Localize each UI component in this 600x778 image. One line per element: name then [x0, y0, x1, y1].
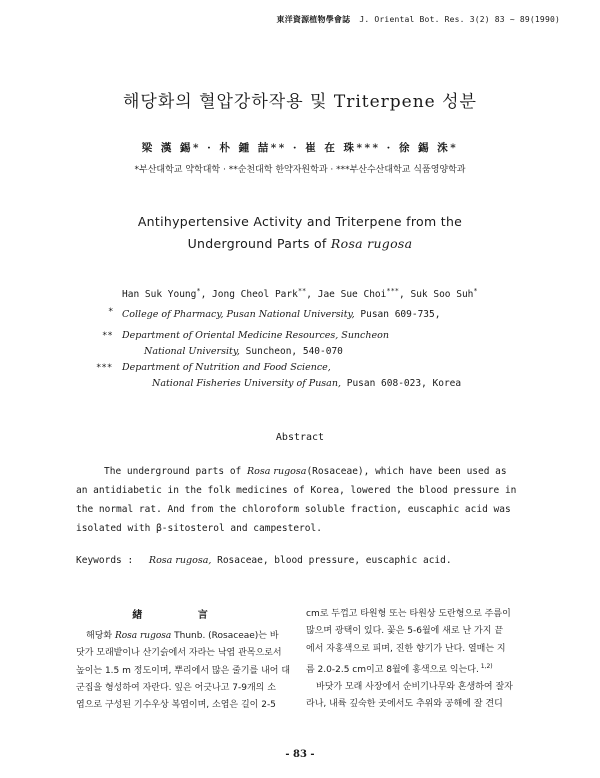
english-title	[0, 211, 600, 255]
author-3: Jae Sue Choi	[317, 289, 387, 301]
intro-right-line-4	[306, 658, 528, 679]
affiliation-1-address: Pusan 609-735,	[354, 309, 441, 320]
abstract-line-1	[76, 462, 536, 481]
intro-left-line-3: 높이는 1.5 m 정도이며, 뿌리에서 많은 줄기를 내어 대	[76, 665, 291, 676]
abstract-line-4: isolated with β-sitosterol and campesterol.	[76, 523, 322, 534]
author-4: Suk Soo Suh	[410, 289, 474, 301]
author-2-mark: **	[297, 287, 307, 295]
journal-header	[277, 14, 561, 25]
author-1: Han Suk Young	[122, 289, 197, 301]
abstract-species: Rosa rugosa	[247, 466, 307, 477]
intro-left-line-2: 닷가 모래밭이나 산기슭에서 자라는 낙엽 관목으로서	[76, 648, 282, 659]
affiliation-1-institution: College of Pharmacy, Pusan National University,	[122, 309, 355, 320]
intro-right-line-2: 많으며 광택이 있다. 꽃은 5-6월에 새로 난 가지 끝	[306, 626, 503, 637]
affiliation-2-line-2: National University,	[144, 346, 240, 357]
abstract-body	[76, 462, 536, 538]
english-title-line-2	[0, 233, 600, 255]
intro-right-line-1: cm로 두껍고 타원형 또는 타원상 도란형으로 주름이	[306, 609, 511, 619]
intro-right-line-3: 에서 자홍색으로 피며, 진한 향기가 난다. 열매는 지	[306, 643, 506, 654]
abstract-line-1-start: The underground parts of	[104, 466, 247, 477]
korean-title: 해당화의 혈압강하작용 및 Triterpene 성분	[123, 92, 477, 112]
intro-species: Rosa rugosa	[114, 631, 172, 641]
intro-left-line-4: 군집을 형성하여 자란다. 잎은 어긋나고 7-9개의 소	[76, 682, 276, 693]
affiliation-1	[108, 307, 441, 323]
affiliation-3-mark: ***	[96, 363, 113, 373]
keywords-label: Keywords :	[76, 555, 139, 566]
keywords-species: Rosa rugosa,	[148, 555, 212, 566]
intro-right-line-4-text: 름 2.0-2.5 cm이고 8월에 홍색으로 익는다.	[306, 664, 479, 675]
abstract-line-1-end: (Rosaceae), which have been used as	[306, 466, 507, 477]
affiliation-2-line-1: Department of Oriental Medicine Resources, Suncheon	[122, 330, 389, 341]
intro-citation-ref: 1,2)	[478, 662, 493, 670]
journal-name-korean: 東洋資源植物學會誌	[276, 15, 351, 24]
abstract-line-2: an antidiabetic in the folk medicines of Korea, lowered the blood pressure in	[76, 485, 517, 496]
affiliation-3-line-2: National Fisheries University of Pusan,	[152, 378, 341, 389]
affiliation-2	[102, 328, 389, 360]
author-2: Jong Cheol Park	[212, 289, 298, 301]
english-title-prefix: Underground Parts of	[187, 236, 327, 251]
korean-authors: 梁 漢 錫* · 朴 鍾 喆** · 崔 在 珠*** · 徐 錫 洙*	[141, 142, 459, 154]
english-authors: Han Suk Young*, Jong Cheol Park**, Jae Sue Choi***, Suk Soo Suh*	[122, 287, 478, 301]
intro-right-line-5: 바닷가 모래 사장에서 순비기나무와 혼생하여 잘자	[316, 682, 513, 693]
keywords	[76, 555, 452, 566]
affiliation-2-mark: **	[102, 331, 113, 341]
intro-left-line-5: 엽으로 구성된 기수우상 복엽이며, 소엽은 길이 2-5	[76, 700, 276, 711]
affiliation-3-line-1: Department of Nutrition and Food Science,	[122, 362, 331, 373]
introduction-left-column	[76, 628, 290, 714]
journal-citation: J. Oriental Bot. Res. 3(2) 83 ~ 89(1990)	[359, 15, 560, 24]
intro-left-line-1-end: Thunb. (Rosaceae)는 바	[171, 631, 279, 641]
english-title-species: Rosa rugosa	[330, 236, 413, 251]
introduction-heading: 緖 言	[132, 610, 234, 621]
affiliation-3	[96, 360, 462, 392]
korean-affiliations: *부산대학교 약학대학 · **순천대학 한약자원학과 · ***부산수산대학교 식품영양학과	[134, 165, 466, 175]
introduction-right-column	[306, 606, 528, 714]
author-1-mark: *	[196, 287, 201, 295]
affiliation-1-mark: *	[108, 307, 114, 317]
author-3-mark: ***	[386, 287, 400, 295]
abstract-heading: Abstract	[275, 432, 325, 443]
intro-right-line-6: 라나, 내륙 깊숙한 곳에서도 추위와 공해에 잘 견디	[306, 699, 503, 710]
author-4-mark: *	[473, 287, 478, 295]
keywords-list: Rosaceae, blood pressure, euscaphic acid.	[211, 555, 452, 566]
intro-left-line-1-start: 해당화	[86, 631, 115, 641]
intro-left-line-1	[76, 628, 290, 645]
page-number: - 83 -	[285, 749, 315, 760]
abstract-line-3: the normal rat. And from the chloroform soluble fraction, euscaphic acid was	[76, 504, 511, 515]
english-title-line-1: Antihypertensive Activity and Triterpene from the	[137, 214, 463, 229]
affiliation-3-address: Pusan 608-023, Korea	[341, 378, 462, 389]
affiliation-2-address: Suncheon, 540-070	[239, 346, 343, 357]
